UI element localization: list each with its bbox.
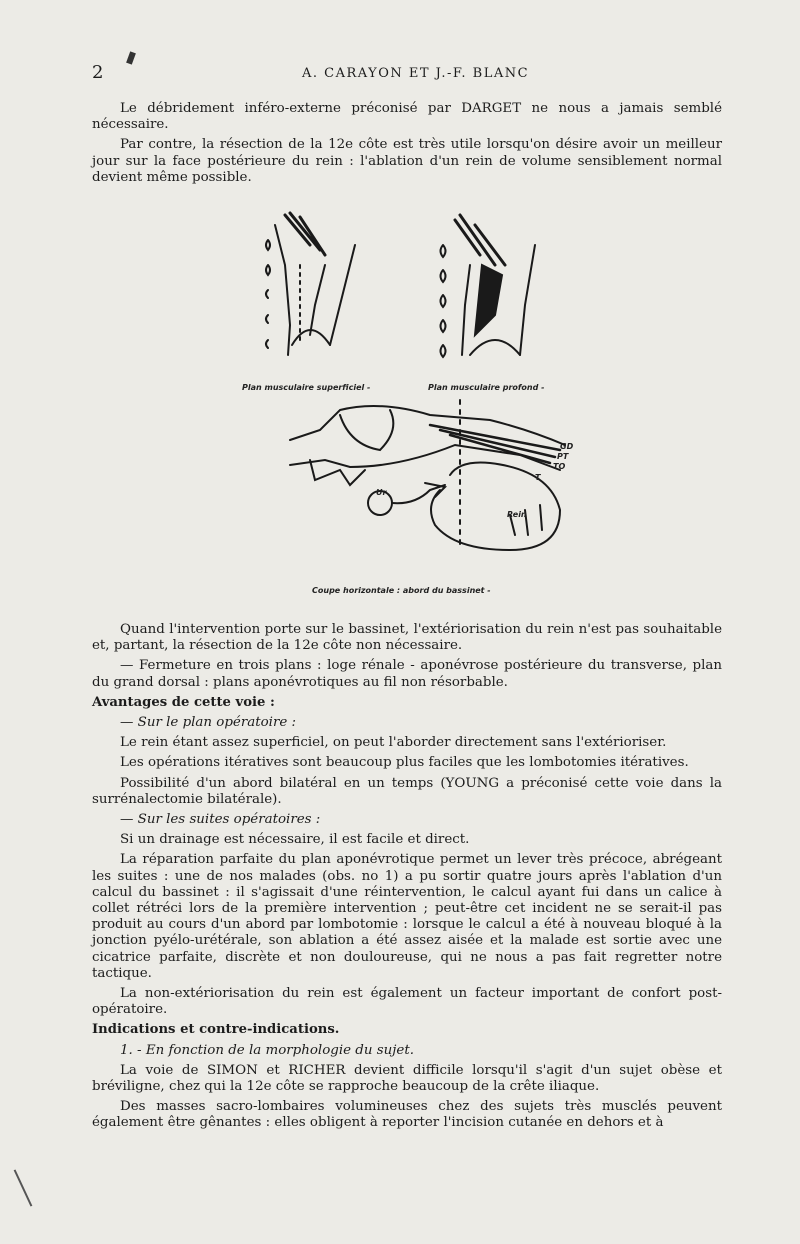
anatomical-figure: [230, 205, 580, 605]
page-header: [92, 62, 722, 86]
intro-text: [92, 101, 722, 190]
label-muscle: T: [535, 473, 541, 482]
paragraph: Le débridement inféro-externe préconisé par DARGET ne nous a jamais semblé nécessaire.: [92, 101, 722, 133]
paragraph: Par contre, la résection de la 12e côte est très utile lorsqu'on désire avoir un meilleur jour sur la face postérieure du rein : l'ablation d'un rein de volume sensiblement normal devient même possible.: [92, 137, 722, 185]
label-kidney: Rein: [507, 510, 527, 519]
paragraph: Possibilité d'un abord bilatéral en un temps (YOUNG a préconisé cette voie dans la surrénalectomie bilatérale).: [92, 775, 722, 807]
label-ureter: Ur: [376, 488, 387, 497]
margin-stroke: [14, 1169, 33, 1206]
paragraph: La voie de SIMON et RICHER devient difficile lorsqu'il s'agit d'un sujet obèse et bréviligne, chez qui la 12e côte se rapproche beaucoup de la crête iliaque.: [92, 1062, 722, 1095]
subheading: 1. - En fonction de la morphologie du sujet.: [120, 1042, 414, 1058]
figure-drawing: [230, 205, 580, 605]
paragraph: Le rein étant assez superficiel, on peut l'aborder directement sans l'extérioriser.: [120, 735, 667, 751]
paragraph: Si un drainage est nécessaire, il est facile et direct.: [120, 832, 470, 848]
paragraph: La réparation parfaite du plan aponévrotique permet un lever très précoce, abrégeant les suites : une de nos malades (obs. no 1) a pu sortir quatre jours après l'ablation d'un calcul du bassinet : il s'agissait d'une réintervention, le calcul ayant fui dans un calice à collet rétréci lors de la première intervention ; peut-être cet incident ne se serait-il pas produit au cours d'un abord par lombotomie : lorsque le calcul a été à nouveau bloqué à la jonction pyélo-urétérale, son ablation a été assez aisée et la malade est sortie avec une cicatrice parfaite, discrète et non douloureuse, qui ne nous a pas fait regretter notre tactique.: [92, 852, 722, 981]
caption-left: Plan musculaire superficiel -: [242, 383, 371, 392]
section-heading: Avantages de cette voie :: [92, 694, 275, 710]
paragraph: — Fermeture en trois plans : loge rénale - aponévrose postérieure du transverse, plan du grand dorsal : plans aponévrotiques au fil non résorbable.: [92, 658, 722, 690]
label-muscle: TO: [553, 462, 566, 471]
caption-right: Plan musculaire profond -: [428, 383, 545, 392]
horizontal-section-sketch: [290, 400, 565, 550]
superficial-plane-sketch: [266, 213, 355, 355]
caption-bottom: Coupe horizontale : abord du bassinet -: [312, 586, 491, 595]
body-text: [92, 622, 722, 1136]
label-muscle: GD: [560, 442, 574, 451]
page-number: 2: [92, 62, 104, 83]
label-muscle: PT: [557, 452, 569, 461]
running-head: A. CARAYON ET J.-F. BLANC: [302, 66, 530, 81]
paragraph: Les opérations itératives sont beaucoup plus faciles que les lombotomies itératives.: [120, 755, 689, 771]
paragraph: Des masses sacro-lombaires volumineuses chez des sujets très musclés peuvent également être gênantes : elles obligent à reporter l'incision cutanée en dehors et à: [92, 1099, 722, 1131]
deep-plane-sketch: [441, 215, 536, 357]
section-heading: Indications et contre-indications.: [92, 1022, 340, 1038]
subheading: — Sur le plan opératoire :: [120, 715, 297, 731]
paragraph: La non-extériorisation du rein est également un facteur important de confort post-opératoire.: [92, 986, 722, 1018]
paragraph: Quand l'intervention porte sur le bassinet, l'extériorisation du rein n'est pas souhaitable et, partant, la résection de la 12e côte non nécessaire.: [92, 622, 722, 654]
subheading: — Sur les suites opératoires :: [120, 812, 321, 828]
